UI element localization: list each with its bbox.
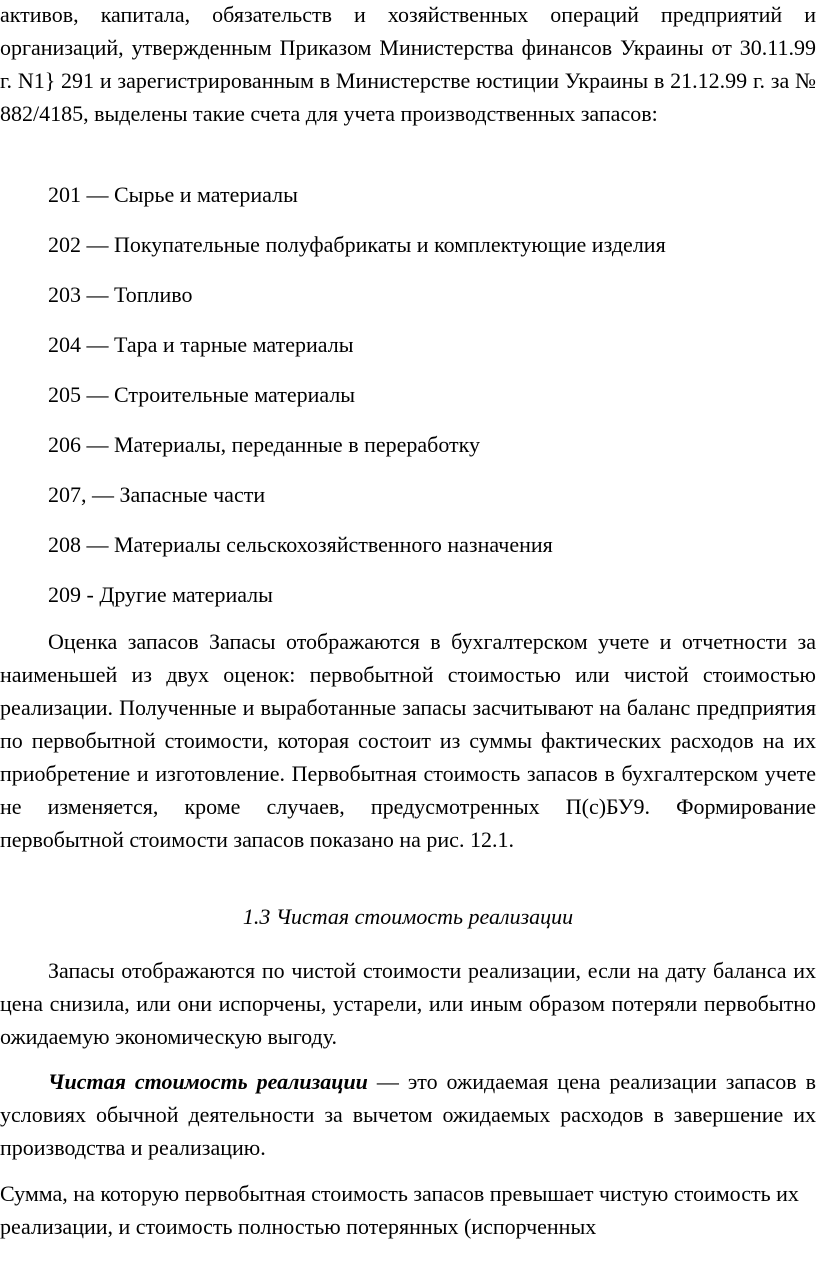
- list-item: 201 — Сырье и материалы: [48, 182, 298, 207]
- list-item: 207, — Запасные части: [48, 482, 266, 507]
- list-item: 206 — Материалы, переданные в переработку: [48, 432, 481, 457]
- list-item: 205 — Строительные материалы: [48, 382, 356, 407]
- definition-text: — это ожидаемая цена реализации запасов в условиях обычной деятельности за вычетом ожидаемых расходов в завершение их производства и реализацию.: [0, 1069, 816, 1160]
- paragraph-intro: активов, капитала, обязательств и хозяйственных операций предприятий и организаций, утвержденным Приказом Министерства финансов Украины от 30.11.99 г. N1} 291 и зарегистрированным в Министерстве юстиции Украины в 21.12.99 г. за № 882/4185, выделены такие счета для учета производственных запасов:: [0, 2, 816, 126]
- list-item: 203 — Топливо: [48, 282, 193, 307]
- accounts-list: [48, 178, 808, 628]
- paragraph-definition: [0, 1065, 816, 1164]
- section-heading: 1.3 Чистая стоимость реализации: [242, 904, 574, 929]
- paragraph-valuation: Оценка запасов Запасы отображаются в бухгалтерском учете и отчетности за наименьшей из двух оценок: первобытной стоимостью или чистой стоимостью реализации. Полученные и выработанные запасы засчитывают на баланс предприятия по первобытной стоимости, которая состоит из суммы фактических расходов на их приобретение и изготовление. Первобытная стоимость запасов в бухгалтерском учете не изменяется, кроме случаев, предусмотренных П(с)БУ9. Формирование первобытной стоимости запасов показано на рис. 12.1.: [0, 629, 816, 852]
- list-item: 204 — Тара и тарные материалы: [48, 332, 354, 357]
- defined-term: Чистая стоимость реализации: [48, 1069, 368, 1094]
- list-item: 208 — Материалы сельскохозяйственного назначения: [48, 532, 553, 557]
- list-item: 209 - Другие материалы: [48, 582, 273, 607]
- paragraph-net-value: Запасы отображаются по чистой стоимости реализации, если на дату баланса их цена снизила, или они испорчены, устарели, или иным образом потеряли первобытно ожидаемую экономическую выгоду.: [0, 958, 816, 1049]
- paragraph-amount: Сумма, на которую первобытная стоимость запасов превышает чистую стоимость их реализации, и стоимость полностью потерянных (испорченных: [0, 1181, 799, 1239]
- list-item: 202 — Покупательные полуфабрикаты и комплектующие изделия: [48, 232, 666, 257]
